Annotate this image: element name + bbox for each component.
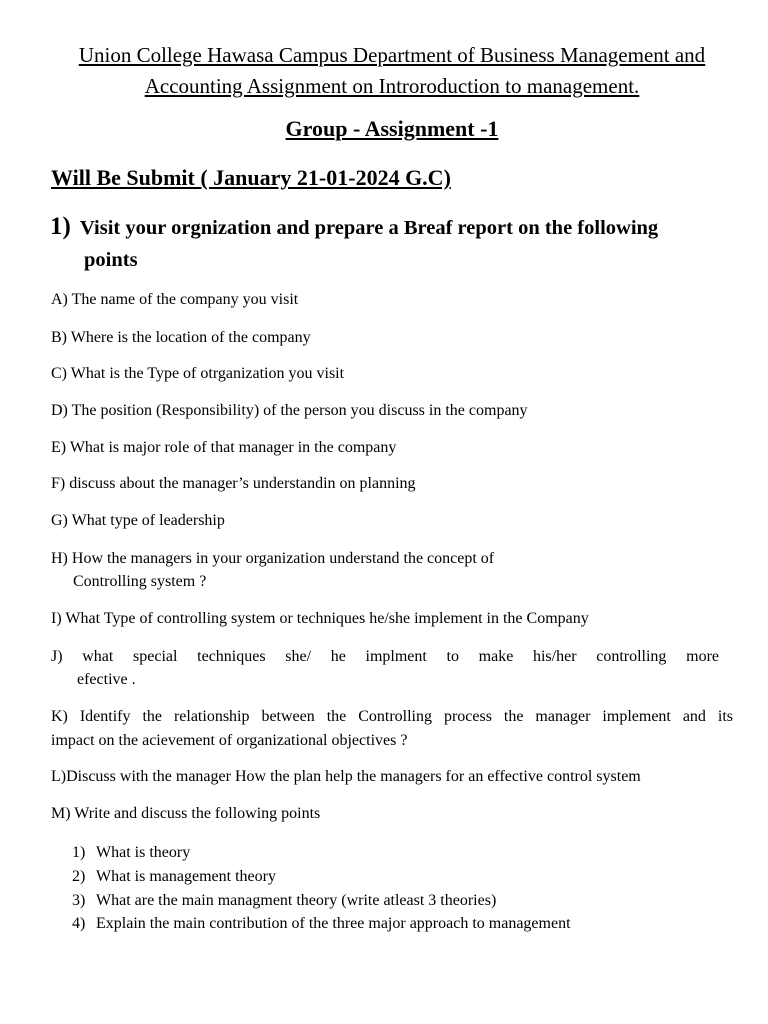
m-point-3 [72,889,571,913]
m-point-4-number: 4) [72,915,86,933]
m-point-1-text: What is theory [96,844,191,861]
list-item-k-line-1: K) Identify the relationship between the Controlling process the manager implement and its [51,708,733,725]
m-point-2-number: 2) [72,867,86,885]
list-item-l: L)Discuss with the manager How the plan help the managers for an effective control system [51,768,641,785]
list-item-j-line-2: efective . [77,671,136,688]
m-point-1-number: 1) [72,844,86,861]
question-1-number: 1) [50,213,71,240]
m-point-1 [72,841,571,865]
title-line-1: Union College Hawasa Campus Department of Business Management and [78,43,706,67]
m-point-2-text: What is management theory [96,867,276,885]
m-point-4 [72,912,571,936]
question-1 [50,211,740,276]
list-item-c: C) What is the Type of otrganization you visit [51,365,345,382]
list-item-i: I) What Type of controlling system or techniques he/she implement in the Company [51,610,589,627]
list-item-k [51,705,733,753]
list-item-e: E) What is major role of that manager in the company [51,439,397,456]
list-item-a: A) The name of the company you visit [51,291,299,308]
list-item-h [51,547,494,593]
question-1-text-line-1: Visit your orgnization and prepare a Breaf report on the following [80,217,659,239]
list-item-d: D) The position (Responsibility) of the person you discuss in the company [51,402,528,419]
list-item-j-line-1: J) what special techniques she/ he implment to make his/her controlling more [51,648,719,665]
list-item-g: G) What type of leadership [51,512,225,529]
m-point-3-number: 3) [72,891,86,909]
list-item-j [51,645,719,691]
m-point-2 [72,865,571,889]
m-point-4-text: Explain the main contribution of the three major approach to management [96,915,571,933]
list-item-h-line-2: Controlling system ? [73,573,207,590]
list-item-k-line-2: impact on the acievement of organizational objectives ? [51,732,408,749]
document-title [36,40,748,102]
title-line-2: Accounting Assignment on Introroduction to management. [144,74,640,98]
list-item-f: F) discuss about the manager’s understandin on planning [51,475,416,492]
submission-date-heading: Will Be Submit ( January 21-01-2024 G.C) [51,165,451,190]
m-points-list [72,841,571,936]
group-assignment-heading: Group - Assignment -1 [285,116,499,141]
list-item-b: B) Where is the location of the company [51,329,311,346]
m-point-3-text: What are the main managment theory (write atleast 3 theories) [96,891,497,909]
question-1-text-line-2: points [84,249,138,271]
list-item-m: M) Write and discuss the following points [51,805,321,822]
list-item-h-line-1: H) How the managers in your organization understand the concept of [51,550,495,567]
